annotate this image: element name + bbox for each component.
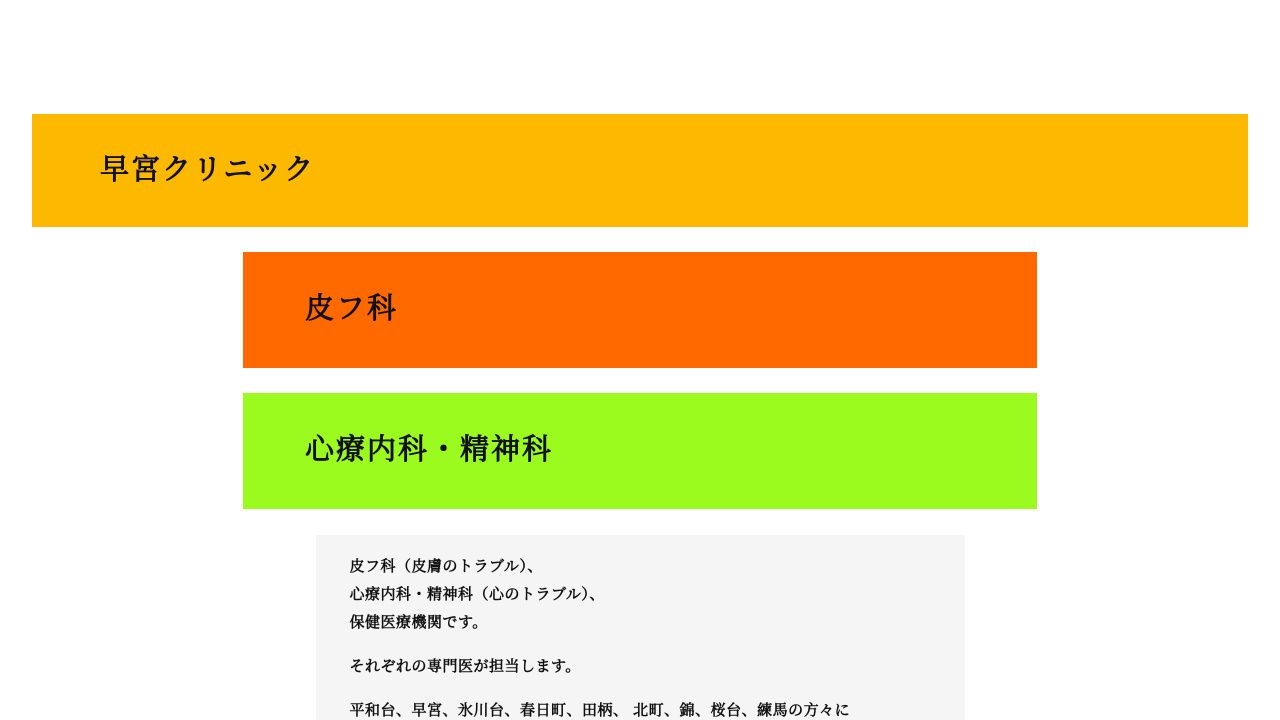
- section-heading-dermatology: 皮フ科: [243, 252, 1037, 368]
- site-title-banner: 早宮クリニック: [32, 114, 1248, 227]
- content-column: [243, 252, 1037, 720]
- description-line: 皮フ科（皮膚のトラブル）、: [349, 558, 543, 575]
- description-paragraph-services: [350, 553, 931, 637]
- section-heading-psychosomatic: 心療内科・精神科: [243, 393, 1037, 509]
- description-line: それぞれの専門医が担当します。: [349, 658, 581, 675]
- clinic-description-box: [316, 535, 965, 720]
- description-line: 保健医療機関です。: [349, 614, 488, 631]
- description-line: 平和台、早宮、氷川台、春日町、田柄、 北町、錦、桜台、練馬の方々に: [349, 702, 851, 719]
- description-paragraph-specialists: [350, 653, 931, 681]
- description-line: 心療内科・精神科（心のトラブル）、: [349, 586, 605, 603]
- description-paragraph-areas: [350, 697, 931, 720]
